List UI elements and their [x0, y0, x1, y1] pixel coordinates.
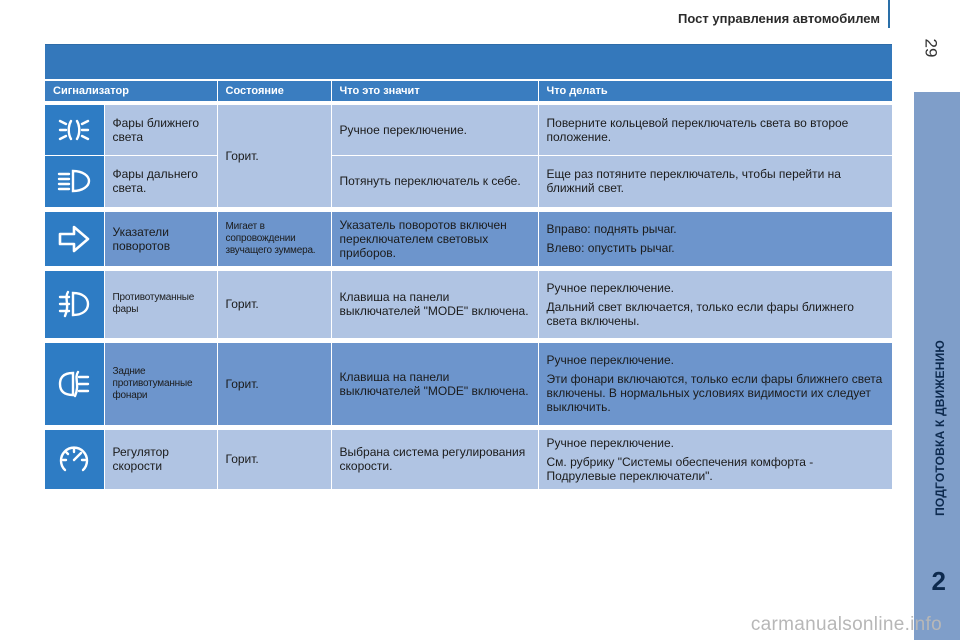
column-header-indicator: Сигнализатор [45, 81, 217, 101]
action-line: Еще раз потяните переключатель, чтобы перейти на ближний свет. [546, 167, 841, 195]
table-row [45, 430, 892, 490]
action-line: Влево: опустить рычаг. [546, 241, 675, 255]
table-row [45, 343, 892, 425]
page-number: 29 [921, 38, 941, 58]
indicator-action [538, 105, 892, 155]
indicator-action [538, 343, 892, 425]
table-row [45, 212, 892, 267]
indicator-state: Горит. [217, 105, 331, 207]
indicator-meaning: Выбрана система регулирования скорости. [331, 430, 538, 490]
front-fog-icon [57, 288, 91, 320]
table [45, 81, 893, 490]
table-row [45, 105, 892, 155]
indicator-name: Противотуманные фары [104, 271, 217, 339]
indicator-name: Регулятор скорости [104, 430, 217, 490]
high-beam-icon [56, 166, 92, 196]
indicator-action [538, 155, 892, 207]
indicator-icon-cell [45, 105, 104, 155]
column-header-meaning: Что это значит [331, 81, 538, 101]
action-line: См. рубрику "Системы обеспечения комфорта - Подрулевые переключатели". [546, 454, 814, 483]
watermark: carmanualsonline.info [750, 614, 942, 635]
indicator-meaning: Ручное переключение. [331, 105, 538, 155]
indicator-state: Горит. [217, 271, 331, 339]
indicator-icon-cell [45, 155, 104, 207]
action-line: Ручное переключение. [546, 280, 674, 295]
chapter-number: 2 [931, 566, 946, 596]
indicator-state: Горит. [217, 430, 331, 490]
table-row [45, 155, 892, 207]
indicator-name: Указатели поворотов [104, 212, 217, 267]
indicator-action [538, 212, 892, 267]
action-line: Поверните кольцевой переключатель света во второе положение. [546, 115, 849, 144]
turn-signal-icon [57, 223, 91, 255]
warning-lights-table [45, 44, 892, 490]
indicator-meaning: Указатель поворотов включен переключателем световых приборов. [331, 212, 538, 267]
action-line: Ручное переключение. [546, 353, 674, 368]
indicator-action [538, 271, 892, 339]
column-header-action: Что делать [538, 81, 892, 101]
table-header-row [45, 81, 892, 101]
page-header-title: Пост управления автомобилем [678, 11, 880, 26]
indicator-icon-cell [45, 343, 104, 425]
indicator-icon-cell [45, 430, 104, 490]
action-line: Ручное переключение. [546, 435, 674, 450]
indicator-state: Горит. [217, 343, 331, 425]
indicator-state: Мигает в сопровождении звучащего зуммера. [217, 212, 331, 267]
indicator-meaning: Потянуть переключатель к себе. [331, 155, 538, 207]
indicator-name: Задние противотуманные фонари [104, 343, 217, 425]
indicator-meaning: Клавиша на панели выключателей "MODE" включена. [331, 271, 538, 339]
table-title-band [45, 44, 892, 81]
indicator-icon-cell [45, 271, 104, 339]
header-rule [888, 0, 890, 28]
table-row [45, 271, 892, 339]
indicator-name: Фары дальнего света. [104, 155, 217, 207]
action-line: Эти фонари включаются, только если фары ближнего света включены. В нормальных условиях видимости их следует выключить. [546, 372, 883, 415]
chapter-title: ПОДГОТОВКА К ДВИЖЕНИЮ [933, 340, 947, 516]
indicator-meaning: Клавиша на панели выключателей "MODE" включена. [331, 343, 538, 425]
indicator-name: Фары ближнего света [104, 105, 217, 155]
speed-regulator-icon [57, 443, 91, 475]
indicator-icon-cell [45, 212, 104, 267]
action-line: Дальний свет включается, только если фары ближнего света включены. [546, 299, 854, 328]
low-beam-icon [57, 115, 91, 145]
action-line: Вправо: поднять рычаг. [546, 222, 677, 236]
column-header-state: Состояние [217, 81, 331, 101]
rear-fog-icon [57, 368, 91, 400]
indicator-action [538, 430, 892, 490]
